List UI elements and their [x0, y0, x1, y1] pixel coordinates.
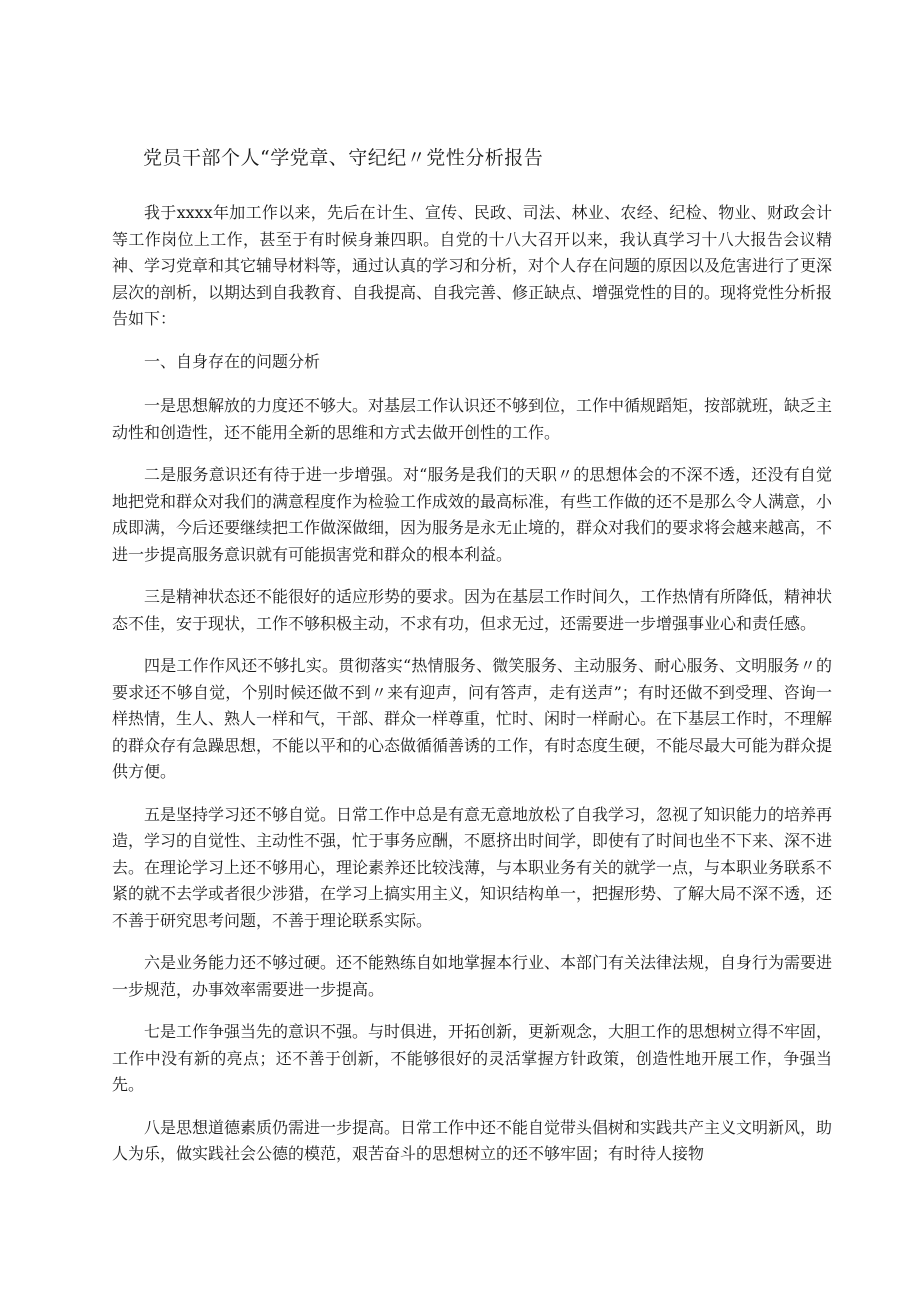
paragraph-item-5: 五是坚持学习还不够自觉。日常工作中总是有意无意地放松了自我学习，忽视了知识能力的培养再造，学习的自觉性、主动性不强，忙于事务应酬，不愿挤出时间学，即使有了时间也坐不下来、深不进去。在理论学习上还不够用心，理论素养还比较浅薄，与本职业务有关的就学一点，与本职业务联系不紧的就不去学或者很少涉猎，在学习上搞实用主义，知识结构单一，把握形势、了解大局不深不透，还不善于研究思考问题，不善于理论联系实际。	[112, 804, 833, 930]
document-title: 党员干部个人“学党章、守纪纪〃党性分析报告	[143, 147, 544, 169]
paragraph-item-6: 六是业务能力还不够过硬。还不能熟练自如地掌握本行业、本部门有关法律法规，自身行为需要进一步规范，办事效率需要进一步提高。	[112, 953, 833, 999]
paragraph-item-4: 四是工作作风还不够扎实。贯彻落实“热情服务、微笑服务、主动服务、耐心服务、文明服务〃的要求还不够自觉，个别时候还做不到〃来有迎声，问有答声，走有送声”；有时还做不到受理、咨询一样热情，生人、熟人一样和气，干部、群众一样尊重，忙时、闲时一样耐心。在下基层工作时，不理解的群众存有急躁思想，不能以平和的心态做循循善诱的工作，有时态度生硬，不能尽最大可能为群众提供方便。	[112, 656, 833, 781]
paragraph-item-2: 二是服务意识还有待于进一步增强。对“服务是我们的天职〃的思想体会的不深不透，还没有自觉地把党和群众对我们的满意程度作为检验工作成效的最高标准，有些工作做的还不是那么令人满意，小成即满，今后还要继续把工作做深做细，因为服务是永无止境的，群众对我们的要求将会越来越高，不进一步提高服务意识就有可能损害党和群众的根本利益。	[112, 465, 833, 564]
section-heading: 一、自身存在的问题分析	[144, 351, 321, 371]
document-body	[112, 200, 832, 1184]
paragraph-item-7: 七是工作争强当先的意识不强。与时俱进，开拓创新，更新观念，大胆工作的思想树立得不牢固，工作中没有新的亮点；还不善于创新，不能够很好的灵活掌握方针政策，创造性地开展工作，争强当先。	[112, 1022, 833, 1094]
paragraph-item-8: 八是思想道德素质仍需进一步提高。日常工作中还不能自觉带头倡树和实践共产主义文明新风，助人为乐，做实践社会公德的模范，艰苦奋斗的思想树立的还不够牢固；有时待人接物	[112, 1117, 833, 1163]
paragraph-item-3: 三是精神状态还不能很好的适应形势的要求。因为在基层工作时间久，工作热情有所降低，精神状态不佳，安于现状，工作不够积极主动，不求有功，但求无过，还需要进一步增强事业心和责任感。	[112, 587, 833, 633]
paragraph-intro: 我于xxxx年加工作以来，先后在计生、宣传、民政、司法、林业、农经、纪检、物业、财政会计等工作岗位上工作，甚至于有时候身兼四职。自党的十八大召开以来，我认真学习十八大报告会议精神、学习党章和其它辅导材料等，通过认真的学习和分析，对个人存在问题的原因以及危害进行了更深层次的剖析，以期达到自我教育、自我提高、自我完善、修正缺点、增强党性的目的。现将党性分析报告如下：	[112, 203, 833, 328]
paragraph-item-1: 一是思想解放的力度还不够大。对基层工作认识还不够到位，工作中循规蹈矩，按部就班，缺乏主动性和创造性，还不能用全新的思维和方式去做开创性的工作。	[112, 396, 833, 442]
